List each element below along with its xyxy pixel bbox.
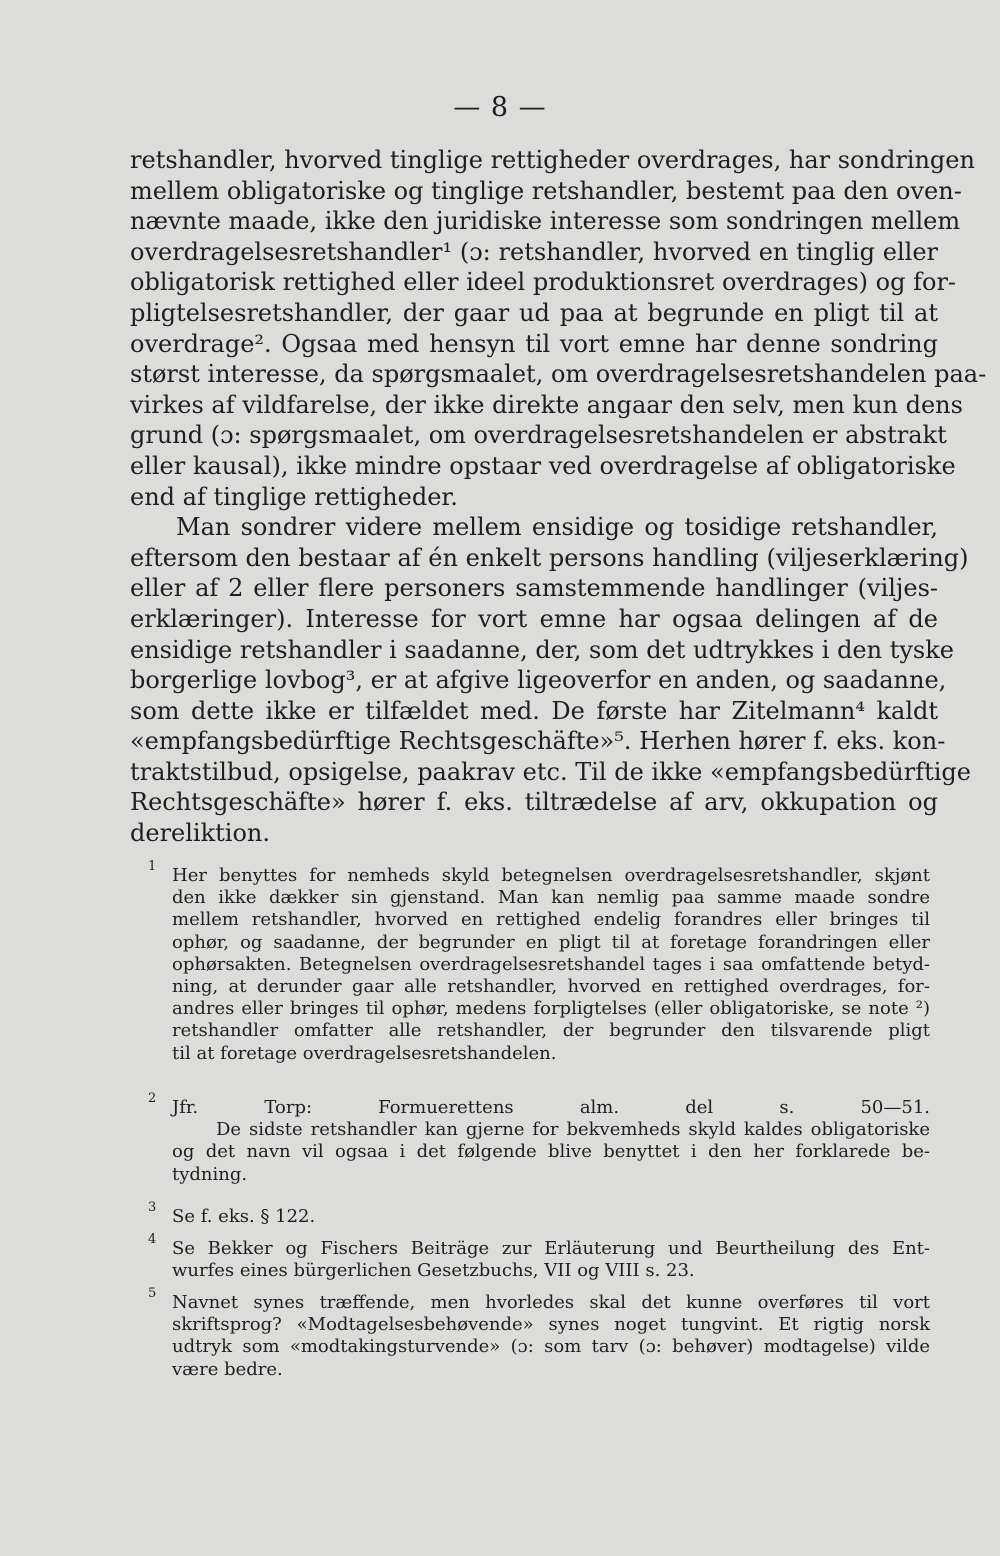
footnote [130, 1091, 930, 1186]
text-line: virkes af vildfarelse, der ikke direkte angaar den selv, men kun dens [130, 390, 963, 419]
footnote-mark: 4 [148, 1232, 157, 1247]
footnote-line: ophørsakten. Betegnelsen overdragelsesretshandel tages i saa omfattende betyd- [172, 953, 930, 975]
text-line: traktstilbud, opsigelse, paakrav etc. Til de ikke «empfangsbedürftige [130, 757, 971, 786]
text-line: obligatorisk rettighed eller ideel produktionsret overdrages) og for- [130, 268, 957, 297]
text-line: mellem obligatoriske og tinglige retshandler, bestemt paa den oven- [130, 176, 962, 205]
footnote-line: den ikke dækker sin gjenstand. Man kan nemlig paa samme maade sondre [172, 887, 930, 909]
footnote-line: udtryk som «modtakingsturvende» (ɔ: som tarv (ɔ: behøver) modtagelse) vilde [172, 1336, 930, 1358]
text-line: som dette ikke er tilfældet med. De første har Zitelmann⁴ kaldt [130, 696, 938, 725]
footnote-line: retshandler omfatter alle retshandler, der begrunder den tilsvarende pligt [172, 1020, 930, 1042]
footnote-line: Se Bekker og Fischers Beiträge zur Erläuterung und Beurtheilung des Ent- [172, 1238, 930, 1259]
text-line: end af tinglige rettigheder. [130, 482, 458, 511]
text-line: Man sondrer videre mellem ensidige og tosidige retshandler, [176, 513, 938, 542]
footnote-line: Jfr. Torp: Formuerettens alm. del s. 50—51. [172, 1097, 930, 1118]
text-line: overdrage². Ogsaa med hensyn til vort emne har denne sondring [130, 329, 938, 358]
footnote-line: være bedre. [172, 1358, 283, 1380]
text-line: eller af 2 eller flere personers samstemmende handlinger (viljes- [130, 574, 938, 603]
footnote-line: til at foretage overdragelsesretshandelen. [172, 1042, 557, 1064]
footnote-line: Se f. eks. § 122. [172, 1206, 316, 1227]
text-line: ensidige retshandler i saadanne, der, som det udtrykkes i den tyske [130, 635, 954, 664]
text-line: overdragelsesretshandler¹ (ɔ: retshandler, hvorved en tinglig eller [130, 237, 938, 266]
footnote-line: De sidste retshandler kan gjerne for bekvemheds skyld kaldes obligatoriske [216, 1119, 930, 1141]
text-line: «empfangsbedürftige Rechtsgeschäfte»⁵. Herhen hører f. eks. kon- [130, 727, 946, 756]
text-line: størst interesse, da spørgsmaalet, om overdragelsesretshandelen paa- [130, 360, 987, 389]
footnote-mark: 3 [148, 1200, 157, 1215]
footnote-mark: 5 [148, 1286, 157, 1301]
footnote [130, 1200, 930, 1228]
footnote-mark: 2 [148, 1091, 157, 1106]
footnote-line: skriftsprog? «Modtagelsesbehøvende» synes noget tungvint. Et rigtig norsk [172, 1314, 930, 1336]
footnote-line: Her benyttes for nemheds skyld betegnelsen overdragelsesretshandler, skjønt [172, 865, 930, 886]
footnote-line: wurfes eines bürgerlichen Gesetzbuchs, VII og VIII s. 23. [172, 1260, 695, 1282]
footnote-line: andres eller bringes til ophør, medens forpligtelses (eller obligatoriske, se note ²) [172, 998, 930, 1020]
footnote [130, 1232, 930, 1282]
text-line: retshandler, hvorved tinglige rettigheder overdrages, har sondringen [130, 146, 975, 174]
text-line: dereliktion. [130, 819, 270, 848]
footnote [130, 1286, 930, 1381]
footnote-line: mellem retshandler, hvorved en rettighed endelig forandres eller bringes til [172, 909, 930, 931]
text-line: eftersom den bestaar af én enkelt persons handling (viljeserklæring) [130, 543, 969, 572]
footnote-line: ophør, og saadanne, der begrunder en pligt til at foretage forandringen eller [172, 931, 930, 953]
footnote-line: tydning. [172, 1163, 248, 1185]
text-line: Rechtsgeschäfte» hører f. eks. tiltrædelse af arv, okkupation og [130, 788, 938, 817]
footnote-line: ning, at derunder gaar alle retshandler, hvorved en rettighed overdrages, for- [172, 975, 930, 997]
text-line: nævnte maade, ikke den juridiske interesse som sondringen mellem [130, 207, 961, 236]
text-line: eller kausal), ikke mindre opstaar ved overdragelse af obligatoriske [130, 451, 956, 480]
footnote-line: Navnet synes træffende, men hvorledes skal det kunne overføres til vort [172, 1292, 930, 1313]
text-line: erklæringer). Interesse for vort emne har ogsaa delingen af de [130, 604, 938, 633]
footnote [130, 859, 930, 1065]
page-number: — 8 — [453, 92, 547, 123]
text-line: grund (ɔ: spørgsmaalet, om overdragelsesretshandelen er abstrakt [130, 421, 947, 450]
footnote-mark: 1 [148, 859, 157, 874]
text-line: borgerlige lovbog³, er at afgive ligeoverfor en anden, og saadanne, [130, 666, 947, 695]
text-line: pligtelsesretshandler, der gaar ud paa at begrunde en pligt til at [130, 298, 938, 327]
main-text [130, 145, 987, 849]
footnote-line: og det navn vil ogsaa i det følgende blive benyttet i den her forklarede be- [172, 1141, 930, 1163]
